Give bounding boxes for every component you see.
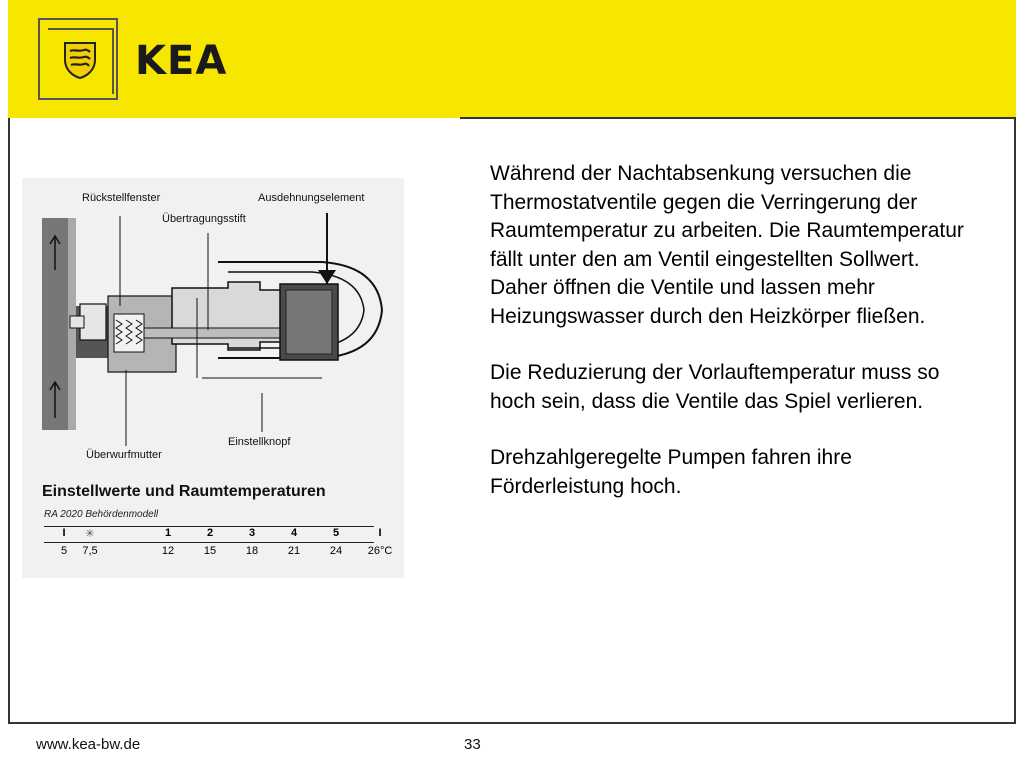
thermostat-valve-figure — [22, 178, 404, 578]
setting-cell: 3 — [248, 527, 256, 539]
temperature-cell: 21 — [287, 545, 301, 557]
page-number: 33 — [464, 736, 481, 753]
temperature-cell: 12 — [161, 545, 175, 557]
temperature-row — [44, 545, 393, 561]
label-einstellknopf: Einstellknopf — [228, 436, 291, 448]
brand-logo-text: KEA — [135, 38, 228, 84]
label-ueberwurfmutter: Überwurfmutter — [86, 449, 162, 461]
setting-cell: I — [378, 527, 382, 539]
temperature-cell: 15 — [203, 545, 217, 557]
table-subtitle: RA 2020 Behördenmodell — [44, 509, 159, 520]
temperature-cell: 26°C — [367, 545, 393, 557]
setting-cell: 4 — [290, 527, 298, 539]
label-uebertragungsstift: Übertragungsstift — [162, 213, 246, 225]
table-title: Einstellwerte und Raumtemperaturen — [42, 483, 326, 500]
paragraph-flow-temperature: Die Reduzierung der Vorlauftemperatur muss so hoch sein, dass die Ventile das Spiel verlieren. — [490, 361, 940, 413]
label-rueckstellfenster: Rückstellfenster — [82, 192, 161, 204]
setting-cell: 5 — [332, 527, 340, 539]
label-ausdehnungselement: Ausdehnungselement — [258, 192, 365, 204]
temperature-cell: 7,5 — [82, 545, 98, 557]
coat-of-arms-icon — [62, 40, 98, 80]
body-text — [490, 160, 970, 501]
footer-url: www.kea-bw.de — [36, 736, 141, 753]
setting-cell: I — [62, 527, 66, 539]
setting-cell: 2 — [206, 527, 214, 539]
setting-cell: ✳ — [85, 528, 95, 540]
paragraph-pumps: Drehzahlgeregelte Pumpen fahren ihre Förderleistung hoch. — [490, 446, 852, 498]
settings-row — [44, 527, 384, 543]
temperature-cell: 5 — [60, 545, 68, 557]
table-rule-mid — [44, 542, 374, 543]
temperature-cell: 18 — [245, 545, 259, 557]
setting-cell: 1 — [164, 527, 172, 539]
temperature-cell: 24 — [329, 545, 343, 557]
paragraph-night-setback: Während der Nachtabsenkung versuchen die Thermostatventile gegen die Verringerung der Raumtemperatur zu arbeiten. Die Raumtemperatur fällt unter den am Ventil eingestellten Sollwert. Daher öffnen die Ventile und lassen mehr Heizungswasser durch den Heizkörper fließen. — [490, 162, 964, 328]
